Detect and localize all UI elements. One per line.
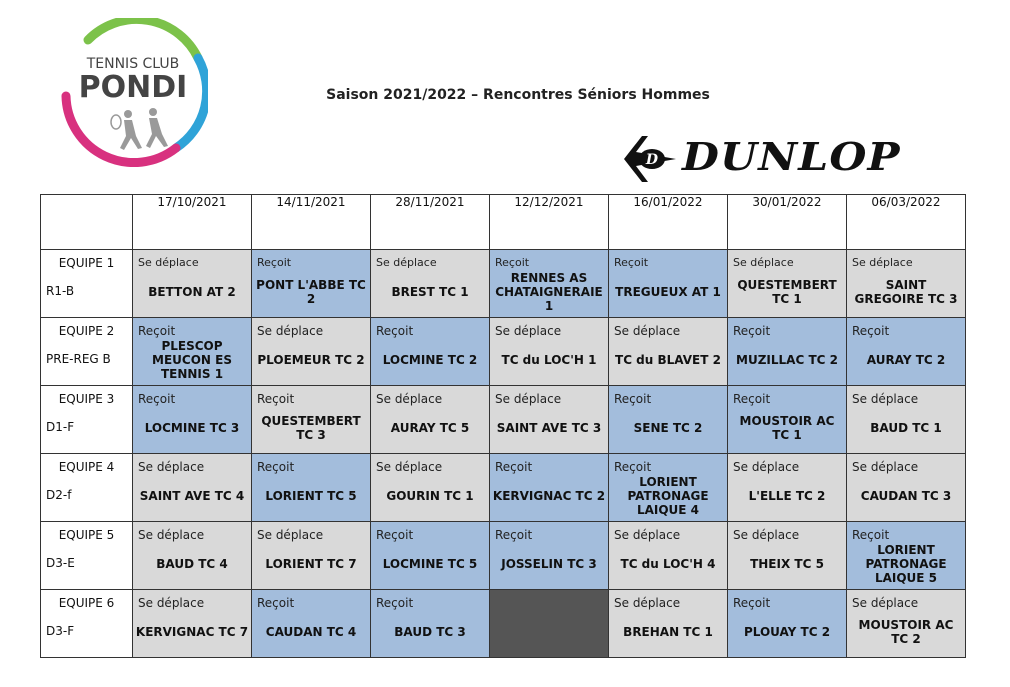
match-status: Reçoit [733,392,771,406]
match-status: Se déplace [257,324,324,338]
match-status: Reçoit [257,460,295,474]
match-status: Se déplace [614,324,681,338]
logo-line-2: PONDI [78,70,188,105]
match-cell [371,386,490,454]
match-cell [252,590,371,658]
team-name: EQUIPE 4 [58,460,115,474]
match-status: Reçoit [733,596,771,610]
match-cell [252,386,371,454]
opponent-name: CAUDAN TC 4 [265,624,357,639]
team-division: D3-F [46,624,75,638]
opponent-name: L'ELLE TC 2 [748,488,826,503]
team-division: R1-B [46,284,75,298]
match-cell [609,318,728,386]
opponent-name: MOUSTOIR AC TC 2 [858,617,954,646]
opponent-name: AURAY TC 2 [866,352,946,367]
match-cell [133,250,252,318]
opponent-name: CAUDAN TC 3 [860,488,952,503]
opponent-name: LOCMINE TC 5 [382,556,478,571]
match-cell [133,454,252,522]
match-cell [609,522,728,590]
match-cell [133,590,252,658]
match-cell [847,386,966,454]
players-icon [111,108,168,150]
opponent-name: MUZILLAC TC 2 [736,352,838,367]
team-cell [41,250,133,318]
match-status: Se déplace [733,460,800,474]
match-cell [252,318,371,386]
match-cell [252,454,371,522]
svg-text:D: D [645,152,659,168]
match-cell [371,590,490,658]
header-row [41,195,966,250]
schedule-table [40,194,966,658]
team-row [41,250,966,318]
match-status: Reçoit [495,460,533,474]
match-status: Reçoit [376,528,414,542]
match-cell [371,454,490,522]
match-status: Se déplace [376,256,437,269]
opponent-name: BAUD TC 3 [394,624,466,639]
opponent-name: SAINT AVE TC 3 [496,420,602,435]
opponent-name: SENE TC 2 [633,420,703,435]
match-status: Se déplace [614,528,681,542]
match-status: Se déplace [138,460,205,474]
opponent-name: AURAY TC 5 [390,420,470,435]
match-cell [252,522,371,590]
team-cell [41,318,133,386]
match-status: Reçoit [138,392,176,406]
match-status: Reçoit [852,324,890,338]
match-status: Se déplace [376,460,443,474]
team-row [41,386,966,454]
team-cell [41,454,133,522]
match-cell [371,250,490,318]
match-status: Reçoit [852,528,890,542]
team-name: EQUIPE 6 [58,596,115,610]
opponent-name: TC du LOC'H 1 [501,352,597,367]
match-cell [490,250,609,318]
match-cell [728,386,847,454]
opponent-name: LORIENT TC 7 [265,556,357,571]
match-cell [371,318,490,386]
match-status: Se déplace [495,324,562,338]
match-status: Se déplace [138,528,205,542]
opponent-name: LOCMINE TC 3 [144,420,240,435]
club-logo [58,18,208,168]
team-division: D2-f [46,488,72,502]
match-cell [609,250,728,318]
opponent-name: THEIX TC 5 [750,556,824,571]
match-status: Reçoit [138,324,176,338]
empty-match-cell [490,590,609,658]
opponent-name: TC du BLAVET 2 [615,352,721,367]
dunlop-flying-d-icon [622,132,678,186]
opponent-name: TREGUEUX AT 1 [615,284,721,299]
match-cell [252,250,371,318]
match-status: Se déplace [733,256,794,269]
opponent-name: KERVIGNAC TC 7 [135,624,249,639]
opponent-name: BAUD TC 1 [870,420,942,435]
opponent-name: LORIENT PATRONAGE LAIQUE 5 [865,542,947,585]
match-status: Reçoit [495,256,530,269]
match-status: Se déplace [138,256,199,269]
match-status: Se déplace [852,256,913,269]
opponent-name: PLOUAY TC 2 [743,624,831,639]
date-header: 14/11/2021 [252,195,371,250]
date-header: 30/01/2022 [728,195,847,250]
team-cell [41,522,133,590]
match-status: Reçoit [495,528,533,542]
match-status: Se déplace [733,528,800,542]
team-division: D1-F [46,420,75,434]
match-status: Se déplace [376,392,443,406]
opponent-name: JOSSELIN TC 3 [501,556,597,571]
match-cell [728,522,847,590]
match-status: Se déplace [614,596,681,610]
match-cell [133,318,252,386]
opponent-name: LOCMINE TC 2 [382,352,478,367]
corner-cell [41,195,133,250]
date-header: 17/10/2021 [133,195,252,250]
match-cell [371,522,490,590]
team-cell [41,590,133,658]
match-cell [609,386,728,454]
opponent-name: KERVIGNAC TC 2 [492,488,606,503]
opponent-name: BETTON AT 2 [148,284,236,299]
match-cell [133,522,252,590]
match-cell [728,250,847,318]
match-status: Se déplace [495,392,562,406]
team-name: EQUIPE 2 [58,324,115,338]
match-status: Reçoit [614,256,649,269]
sponsor-logo [622,130,967,188]
opponent-name: MOUSTOIR AC TC 1 [739,413,835,442]
match-status: Reçoit [733,324,771,338]
team-row [41,590,966,658]
team-division: PRE-REG B [46,352,111,366]
match-status: Reçoit [257,596,295,610]
match-cell [490,454,609,522]
match-status: Reçoit [614,460,652,474]
team-row [41,318,966,386]
match-cell [728,454,847,522]
match-cell [133,386,252,454]
match-status: Reçoit [614,392,652,406]
match-status: Se déplace [257,528,324,542]
date-header: 28/11/2021 [371,195,490,250]
match-cell [728,590,847,658]
opponent-name: BREHAN TC 1 [623,624,713,639]
match-cell [728,318,847,386]
opponent-name: GOURIN TC 1 [386,488,474,503]
match-cell [490,386,609,454]
match-cell [609,590,728,658]
date-header: 12/12/2021 [490,195,609,250]
match-status: Se déplace [852,460,919,474]
opponent-name: SAINT GREGOIRE TC 3 [854,277,958,306]
logo-line-1: TENNIS CLUB [86,56,180,72]
match-cell [490,318,609,386]
match-cell [847,318,966,386]
match-cell [847,522,966,590]
opponent-name: PLOEMEUR TC 2 [257,352,365,367]
match-cell [847,454,966,522]
date-header: 06/03/2022 [847,195,966,250]
team-name: EQUIPE 3 [58,392,115,406]
match-status: Reçoit [376,596,414,610]
team-division: D3-E [46,556,75,570]
match-status: Reçoit [257,256,292,269]
opponent-name: SAINT AVE TC 4 [139,488,245,503]
opponent-name: LORIENT PATRONAGE LAIQUE 4 [627,474,709,517]
team-name: EQUIPE 5 [58,528,115,542]
match-cell [847,590,966,658]
match-status: Se déplace [852,596,919,610]
match-cell [847,250,966,318]
opponent-name: LORIENT TC 5 [265,488,357,503]
team-row [41,454,966,522]
team-name: EQUIPE 1 [58,256,115,270]
match-status: Reçoit [257,392,295,406]
match-status: Reçoit [376,324,414,338]
opponent-name: TC du LOC'H 4 [620,556,716,571]
opponent-name: QUESTEMBERT TC 3 [261,413,361,442]
team-row [41,522,966,590]
match-cell [490,522,609,590]
page-title: Saison 2021/2022 – Rencontres Séniors Hommes [326,87,710,103]
opponent-name: BAUD TC 4 [156,556,228,571]
team-cell [41,386,133,454]
opponent-name: QUESTEMBERT TC 1 [737,277,837,306]
sponsor-wordmark: DUNLOP [682,134,901,179]
opponent-name: RENNES AS CHATAIGNERAIE 1 [495,270,603,313]
match-status: Se déplace [852,392,919,406]
date-header: 16/01/2022 [609,195,728,250]
opponent-name: PONT L'ABBE TC 2 [256,277,366,306]
opponent-name: BREST TC 1 [391,284,469,299]
match-status: Se déplace [138,596,205,610]
opponent-name: PLESCOP MEUCON ES TENNIS 1 [152,338,232,381]
match-cell [609,454,728,522]
